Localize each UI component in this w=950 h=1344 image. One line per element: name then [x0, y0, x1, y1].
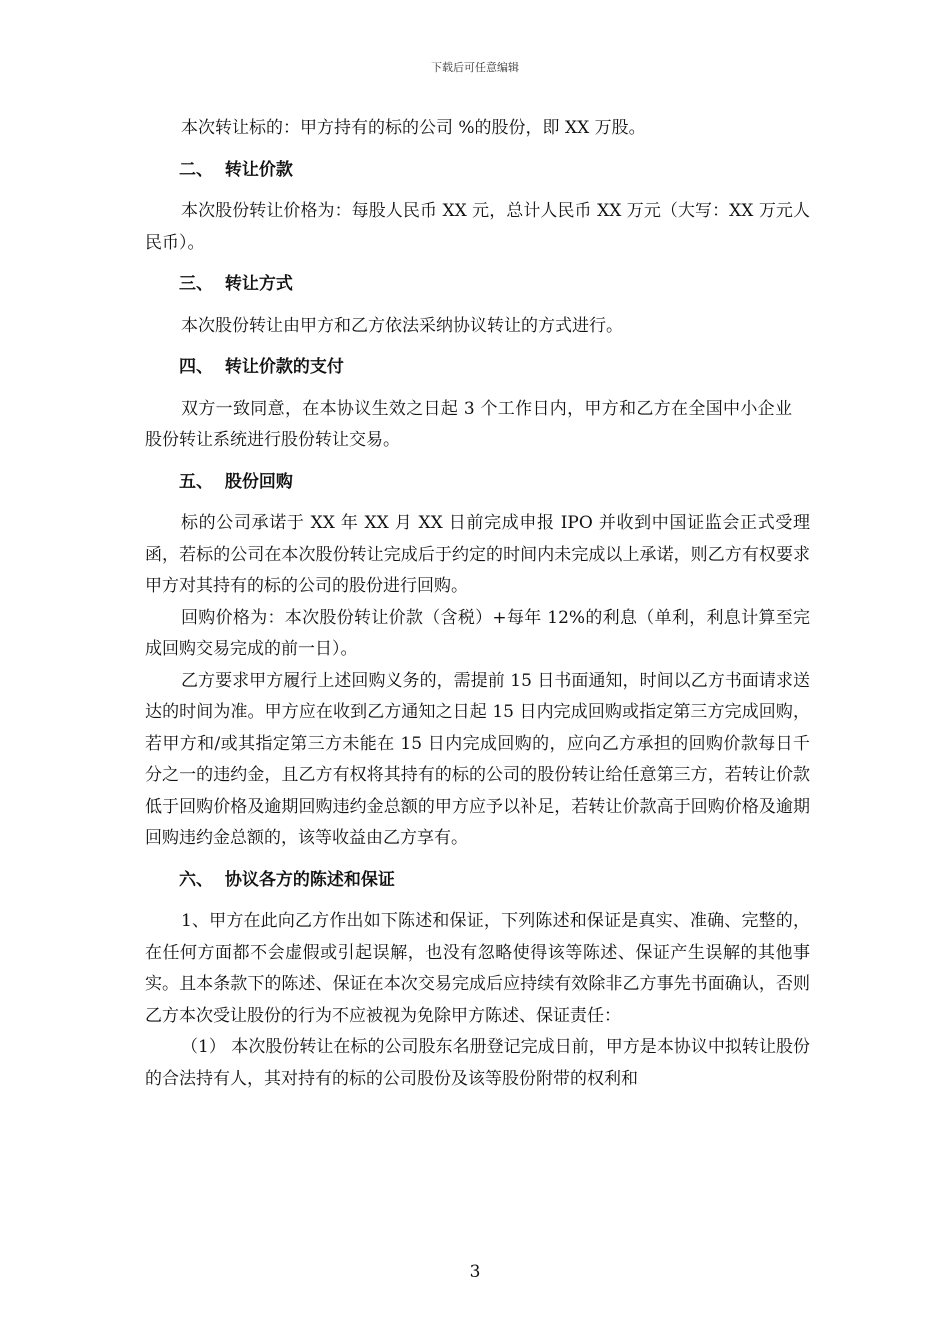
section-heading-method: 三、 转让方式 [179, 274, 293, 294]
page-header: 下载后可任意编辑 [431, 61, 519, 74]
buyback-paragraph-2: 回购价格为：本次股份转让价款（含税）+每年 12%的利息（单利，利息计算至完成回购交易完成的前一日）。 [145, 607, 810, 659]
section-heading-price: 二、 转让价款 [179, 159, 293, 180]
section-heading-representations: 六、 协议各方的陈述和保证 [179, 869, 395, 890]
buyback-paragraph-3: 乙方要求甲方履行上述回购义务的，需提前 15 日书面通知，时间以乙方书面请求送达的时间为准。甲方应在收到乙方通知之日起 15 日内完成回购或指定第三方完成回购，若甲方和/或其指定第三方未能在 15 日内完成回购的，应向乙方承担的回购价款每日千分之一的违约金，且乙方有权将其持有的标的公司的股份转让给任意第三方，若转让价款低于回购价格及逾期回购违约金总额的甲方应予以补足，若转让价款高于回购价格及逾期回购违约金总额的，该等收益由乙方享有。 [145, 670, 810, 848]
payment-paragraph: 双方一致同意，在本协议生效之日起 3 个工作日内，甲方和乙方在全国中小企业股份转让系统进行股份转让交易。 [145, 398, 792, 450]
section-heading-buyback: 五、 股份回购 [179, 471, 293, 492]
document-body [145, 113, 810, 1095]
section-heading-payment: 四、 转让价款的支付 [179, 357, 344, 377]
buyback-paragraph-1: 标的公司承诺于 XX 年 XX 月 XX 日前完成申报 IPO 并收到中国证监会正式受理函，若标的公司在本次股份转让完成后于约定的时间内未完成以上承诺，则乙方有权要求甲方对其持有的标的公司的股份进行回购。 [145, 513, 810, 596]
method-paragraph: 本次股份转让由甲方和乙方依法采纳协议转让的方式进行。 [181, 315, 623, 336]
page-number: 3 [469, 1262, 481, 1282]
transfer-subject-paragraph: 本次转让标的：甲方持有的标的公司 %的股份，即 XX 万股。 [181, 118, 646, 138]
representations-paragraph-2: （1） 本次股份转让在标的公司股东名册登记完成日前，甲方是本协议中拟转让股份的合法持有人，其对持有的标的公司股份及该等股份附带的权利和 [145, 1037, 810, 1089]
representations-paragraph-1: 1、甲方在此向乙方作出如下陈述和保证，下列陈述和保证是真实、准确、完整的，在任何方面都不会虚假或引起误解，也没有忽略使得该等陈述、保证产生误解的其他事实。且本条款下的陈述、保证在本次交易完成后应持续有效除非乙方事先书面确认，否则乙方本次受让股份的行为不应被视为免除甲方陈述、保证责任： [145, 911, 810, 1026]
price-paragraph: 本次股份转让价格为：每股人民币 XX 元，总计人民币 XX 万元（大写：XX 万元人民币）。 [145, 201, 810, 253]
